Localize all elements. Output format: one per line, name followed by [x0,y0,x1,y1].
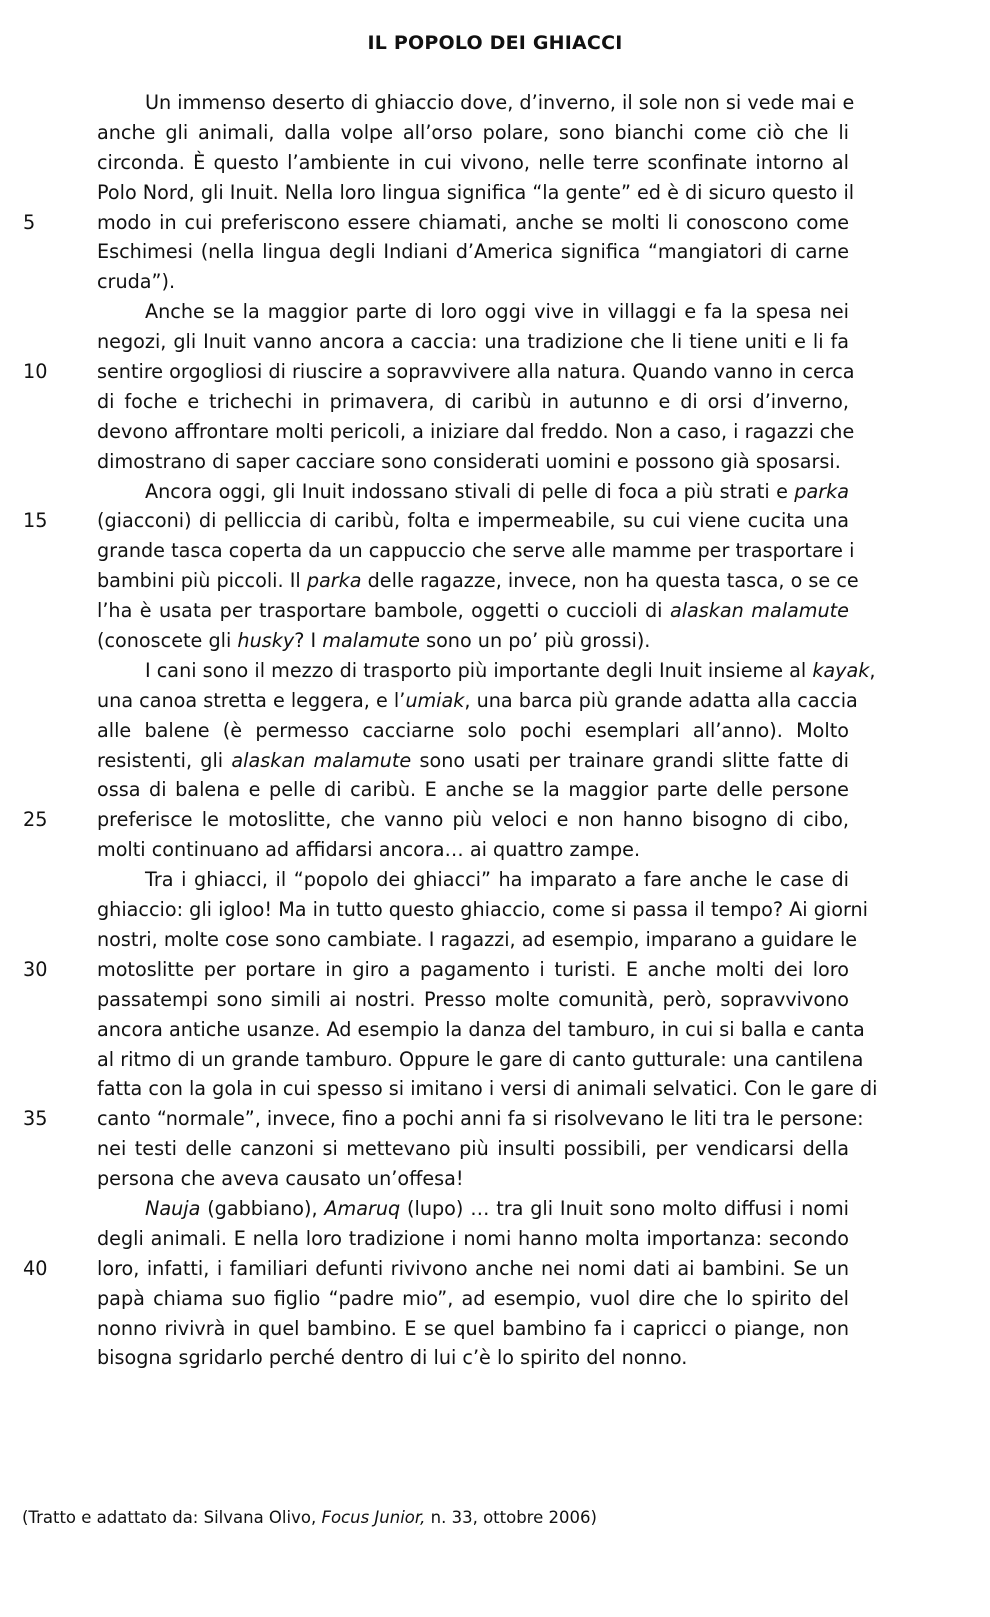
text-line [0,208,900,238]
text-segment: ancora antiche usanze. Ad esempio la danza del tamburo, in cui si balla e canta [97,1017,865,1041]
text-segment: dimostrano di saper cacciare sono considerati uomini e possono già sposarsi. [97,449,841,473]
citation-prefix: (Tratto e adattato da: Silvana Olivo, [22,1508,322,1527]
text-segment: circonda. È questo l’ambiente in cui vivono, nelle terre sconfinate intorno al [97,150,849,174]
text-segment: loro, infatti, i familiari defunti rivivono anche nei nomi dati ai bambini. Se un [97,1256,849,1280]
text-line [0,1224,900,1254]
italic-term: umiak [405,688,465,712]
line-number: 30 [23,957,48,981]
text-segment: , [869,658,876,682]
text-line [0,1284,900,1314]
text-segment: motoslitte per portare in giro a pagamento i turisti. E anche molti dei loro [97,957,849,981]
text-line [0,237,900,267]
text-line [0,506,900,536]
text-segment: fatta con la gola in cui spesso si imitano i versi di animali selvatici. Con le gare di [97,1077,878,1101]
text-segment: bambini più piccoli. Il [97,569,307,593]
text-segment: (lupo) … tra gli Inuit sono molto diffusi i nomi [400,1196,849,1220]
text-segment: resistenti, gli [97,748,232,772]
text-segment: passatempi sono simili ai nostri. Presso molte comunità, però, sopravvivono [97,987,849,1011]
text-line [0,985,900,1015]
italic-term: Nauja [145,1196,201,1220]
text-line [0,118,900,148]
text-line [0,835,900,865]
text-line [0,656,900,686]
text-segment: degli animali. E nella loro tradizione i nomi hanno molta importanza: secondo [97,1226,849,1250]
text-segment: grande tasca coperta da un cappuccio che serve alle mamme per trasportare i [97,539,855,563]
text-line [0,895,900,925]
line-number: 35 [23,1107,48,1131]
article-body [0,88,900,1373]
text-line [0,775,900,805]
text-line [0,267,900,297]
text-line [0,357,900,387]
italic-term: parka [794,479,849,503]
text-segment: cruda”). [97,270,176,294]
text-line [0,1314,900,1344]
document-title: IL POPOLO DEI GHIACCI [367,32,623,54]
text-segment: ? I [294,629,323,653]
text-line [0,178,900,208]
text-segment: Tra i ghiacci, il “popolo dei ghiacci” ha imparato a fare anche le case di [145,868,849,892]
text-segment: (conoscete gli [97,629,238,653]
text-segment: sentire orgogliosi di riuscire a sopravvivere alla natura. Quando vanno in cerca [97,360,855,384]
text-segment: l’ha è usata per trasportare bambole, oggetti o cuccioli di [97,599,670,623]
text-segment: I cani sono il mezzo di trasporto più importante degli Inuit insieme al [145,658,813,682]
text-segment: Un immenso deserto di ghiaccio dove, d’inverno, il sole non si vede mai e [145,91,855,114]
citation-journal: Focus Junior, [321,1508,426,1527]
text-segment: ossa di balena e pelle di caribù. E anche se la maggior parte delle persone [97,778,849,802]
text-segment: preferisce le motoslitte, che vanno più veloci e non hanno bisogno di cibo, [97,808,849,832]
text-segment: devono affrontare molti pericoli, a iniziare dal freddo. Non a caso, i ragazzi che [97,419,855,443]
italic-term: Amaruq [324,1196,401,1220]
text-line [0,88,900,118]
text-line [0,1343,900,1373]
text-segment: Polo Nord, gli Inuit. Nella loro lingua significa “la gente” ed è di sicuro questo il [97,180,855,204]
text-line [0,686,900,716]
text-line [0,1194,900,1224]
text-segment: molti continuano ad affidarsi ancora… ai quattro zampe. [97,838,641,862]
text-line [0,327,900,357]
text-segment: papà chiama suo figlio “padre mio”, ad esempio, vuol dire che lo spirito del [97,1286,849,1310]
text-line [0,447,900,477]
text-line [0,1254,900,1284]
text-line [0,387,900,417]
text-segment: alle balene (è permesso cacciarne solo pochi esemplari all’anno). Molto [97,718,849,742]
text-segment: sono un po’ più grossi). [419,629,651,653]
text-segment: di foche e trichechi in primavera, di caribù in autunno e di orsi d’inverno, [97,389,849,413]
italic-term: parka [306,569,362,593]
text-segment: nonno rivivrà in quel bambino. E se quel bambino fa i capricci o piange, non [97,1316,849,1340]
text-line [0,746,900,776]
text-line [0,1045,900,1075]
line-number: 25 [23,808,48,832]
text-segment: nostri, molte cose sono cambiate. I ragazzi, ad esempio, imparano a guidare le [97,927,858,951]
line-number: 40 [23,1256,48,1280]
text-line [0,1104,900,1134]
text-line [0,566,900,596]
italic-term: alaskan malamute [669,599,849,623]
text-line [0,417,900,447]
text-line [0,536,900,566]
text-segment: sono usati per trainare grandi slitte fatte di [411,748,849,772]
text-segment: Ancora oggi, gli Inuit indossano stivali di pelle di foca a più strati e [145,479,795,503]
italic-term: husky [237,629,295,653]
text-segment: Anche se la maggior parte di loro oggi vive in villaggi e fa la spesa nei [145,300,849,324]
line-number: 15 [23,509,48,533]
text-segment: modo in cui preferiscono essere chiamati, anche se molti li conoscono come [97,210,849,234]
text-line [0,955,900,985]
text-line [0,805,900,835]
text-line [0,596,900,626]
text-segment: persona che aveva causato un’offesa! [97,1167,464,1191]
citation-suffix: n. 33, ottobre 2006) [425,1508,597,1527]
text-segment: anche gli animali, dalla volpe all’orso polare, sono bianchi come ciò che li [97,120,849,144]
text-segment: ghiaccio: gli igloo! Ma in tutto questo ghiaccio, come si passa il tempo? Ai giorni [97,898,869,922]
text-line [0,716,900,746]
line-number: 10 [23,360,48,384]
text-segment: bisogna sgridarlo perché dentro di lui c’è lo spirito del nonno. [97,1346,688,1370]
text-line [0,148,900,178]
text-segment: Eschimesi (nella lingua degli Indiani d’America significa “mangiatori di carne [97,240,849,264]
text-segment: una canoa stretta e leggera, e l’ [97,688,406,712]
text-line [0,626,900,656]
italic-term: malamute [322,629,420,653]
text-line [0,297,900,327]
text-line [0,1164,900,1194]
text-segment: (giacconi) di pelliccia di caribù, folta e impermeabile, su cui viene cucita una [97,509,849,533]
text-segment: nei testi delle canzoni si mettevano più insulti possibili, per vendicarsi della [97,1137,849,1161]
text-segment: al ritmo di un grande tamburo. Oppure le gare di canto gutturale: una cantilena [97,1047,864,1071]
text-segment: delle ragazze, invece, non ha questa tasca, o se ce [361,569,859,593]
text-line [0,1134,900,1164]
text-line [0,925,900,955]
text-segment: negozi, gli Inuit vanno ancora a caccia: una tradizione che li tiene uniti e li fa [97,330,849,354]
source-citation [22,1508,597,1527]
text-line [0,865,900,895]
text-segment: , una barca più grande adatta alla caccia [464,688,858,712]
text-segment: canto “normale”, invece, fino a pochi anni fa si risolvevano le liti tra le persone: [97,1107,864,1131]
italic-term: kayak [812,658,870,682]
italic-term: alaskan malamute [231,748,412,772]
text-line [0,1015,900,1045]
text-line [0,1074,900,1104]
text-segment: (gabbiano), [200,1196,325,1220]
line-number: 5 [23,210,36,234]
text-line [0,477,900,507]
